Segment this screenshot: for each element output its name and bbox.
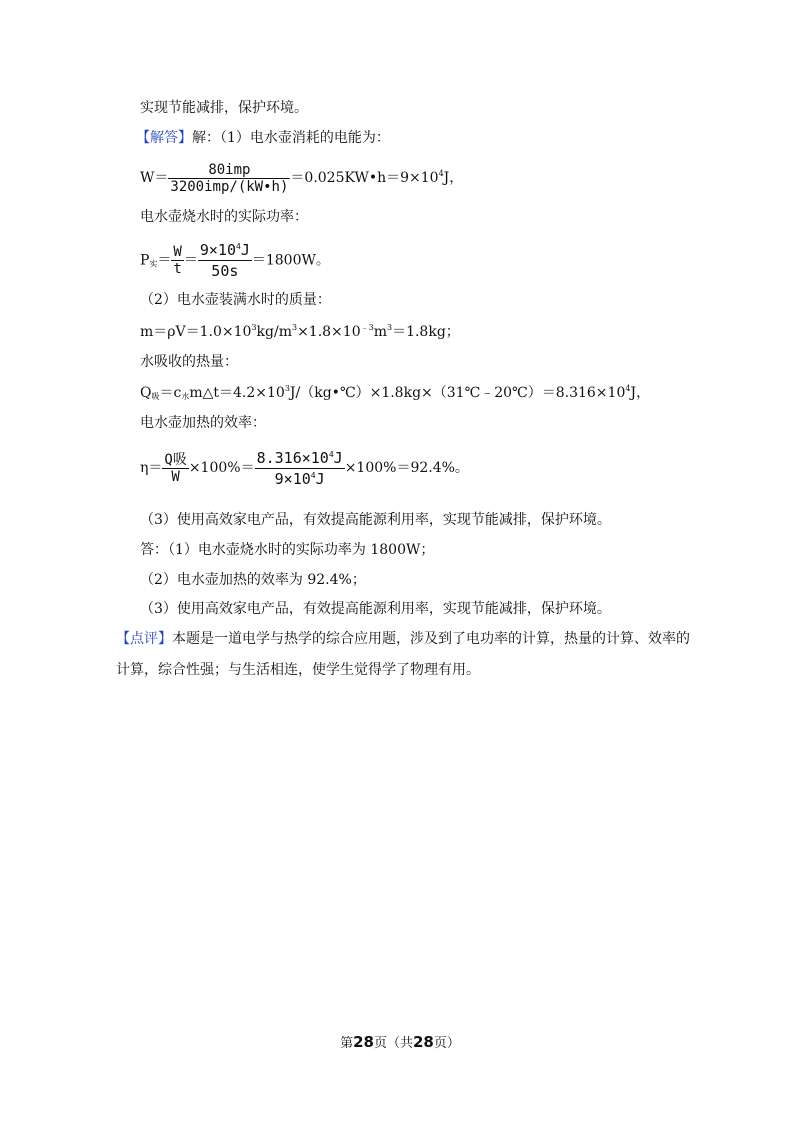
formula-text: 9×10	[199, 241, 236, 259]
fraction	[198, 240, 252, 281]
formula-text: kg/m	[256, 324, 292, 340]
formula-text: m△t＝4.2×10	[189, 385, 285, 401]
fraction-denominator: 3200imp/(kW•h)	[170, 178, 289, 195]
footer-text: 页）	[433, 1036, 460, 1051]
answer-tag: 【解答】	[136, 130, 192, 146]
formula-text: W＝	[140, 170, 169, 186]
subscript: 水	[181, 392, 190, 401]
formula-text: ＝	[157, 252, 172, 269]
formula-text: J/（kg•℃）×1.8kg×（31℃﹣20℃）＝8.316×10	[289, 385, 626, 401]
exponent: 4	[328, 449, 334, 459]
exponent: ﹣3	[360, 323, 374, 332]
efficiency-formula	[140, 446, 469, 490]
footer-text: 页（共	[373, 1036, 413, 1051]
formula-text: m	[373, 324, 387, 340]
text-line: 电水壶烧水时的实际功率：	[140, 209, 308, 225]
fraction	[171, 244, 183, 277]
fraction-denominator: t	[173, 261, 182, 277]
page-total: 28	[413, 1033, 434, 1051]
fraction	[162, 452, 188, 485]
text-line: 水吸收的热量：	[140, 354, 238, 370]
page-footer	[0, 1032, 800, 1051]
power-formula	[140, 240, 330, 281]
subscript: 吸	[151, 392, 160, 401]
text-line: 电水壶加热的效率：	[140, 415, 266, 431]
exponent: 4	[310, 470, 316, 480]
formula-text: ＝c	[159, 385, 182, 401]
energy-formula	[140, 160, 463, 196]
text-line: 实现节能减排，保护环境。	[140, 100, 308, 116]
formula-text: ＝	[183, 252, 198, 269]
page-number: 28	[353, 1033, 374, 1051]
formula-text: η＝	[140, 460, 163, 476]
formula-text: 9×10	[274, 469, 311, 488]
formula-text: J	[315, 469, 325, 488]
formula-text: J	[333, 448, 343, 467]
fraction-numerator	[255, 448, 345, 469]
formula-text: 8.316×10	[256, 448, 329, 467]
fraction	[168, 162, 290, 195]
exponent: 3	[284, 384, 290, 393]
formula-text: ＝0.025KW•h＝9×10	[290, 170, 439, 186]
text-line: （3）使用高效家电产品，有效提高能源利用率，实现节能减排，保护环境。	[140, 601, 611, 617]
fraction-denominator: 50s	[211, 262, 239, 280]
heat-formula	[140, 383, 650, 403]
formula-text: J，	[630, 385, 651, 401]
subscript: 实	[149, 259, 158, 269]
text-line: 答：（1）电水壶烧水时的实际功率为 1800W；	[140, 542, 435, 558]
text-line: （2）电水壶加热的效率为 92.4%；	[140, 572, 366, 588]
formula-text: ×100%＝92.4%。	[344, 460, 469, 476]
formula-text: ＝1800W。	[251, 252, 330, 269]
formula-text: J，	[443, 170, 464, 186]
text-line: （2）电水壶装满水时的质量：	[140, 292, 331, 308]
fraction	[255, 448, 345, 489]
formula-text: m＝ρV＝1.0×10	[140, 324, 252, 340]
formula-text: ×1.8×10	[297, 324, 361, 340]
formula-text: Q	[140, 385, 152, 401]
exponent: 3	[251, 323, 257, 332]
fraction-denominator	[255, 469, 345, 489]
formula-text: ＝1.8kg；	[392, 324, 460, 340]
exponent: 4	[235, 242, 241, 251]
exponent: 3	[386, 323, 393, 332]
footer-text: 第	[340, 1036, 354, 1051]
text-line: （3）使用高效家电产品，有效提高能源利用率，实现节能减排，保护环境。	[140, 512, 611, 528]
fraction-numerator: 80imp	[168, 162, 290, 179]
formula-text: P	[140, 252, 150, 269]
fraction-denominator: W	[171, 468, 180, 485]
formula-text: ×100%＝	[188, 460, 255, 476]
answer-heading	[136, 128, 390, 148]
fraction-numerator	[198, 240, 252, 261]
text-line: 计算，综合性强；与生活相连，使学生觉得学了物理有用。	[116, 662, 480, 678]
comment-tag: 【点评】	[116, 631, 172, 647]
comment-text: 本题是一道电学与热学的综合应用题，涉及到了电功率的计算，热量的计算、效率的	[172, 631, 690, 647]
exponent: 3	[291, 323, 298, 332]
mass-formula	[140, 322, 460, 342]
fraction-numerator: W	[173, 244, 182, 260]
formula-text: J	[240, 241, 250, 259]
exponent: 4	[625, 384, 631, 393]
comment-heading	[116, 629, 690, 649]
fraction-numerator: Q吸	[164, 451, 187, 468]
answer-intro: 解：（1）电水壶消耗的电能为：	[192, 130, 390, 146]
exponent: 4	[438, 169, 444, 178]
